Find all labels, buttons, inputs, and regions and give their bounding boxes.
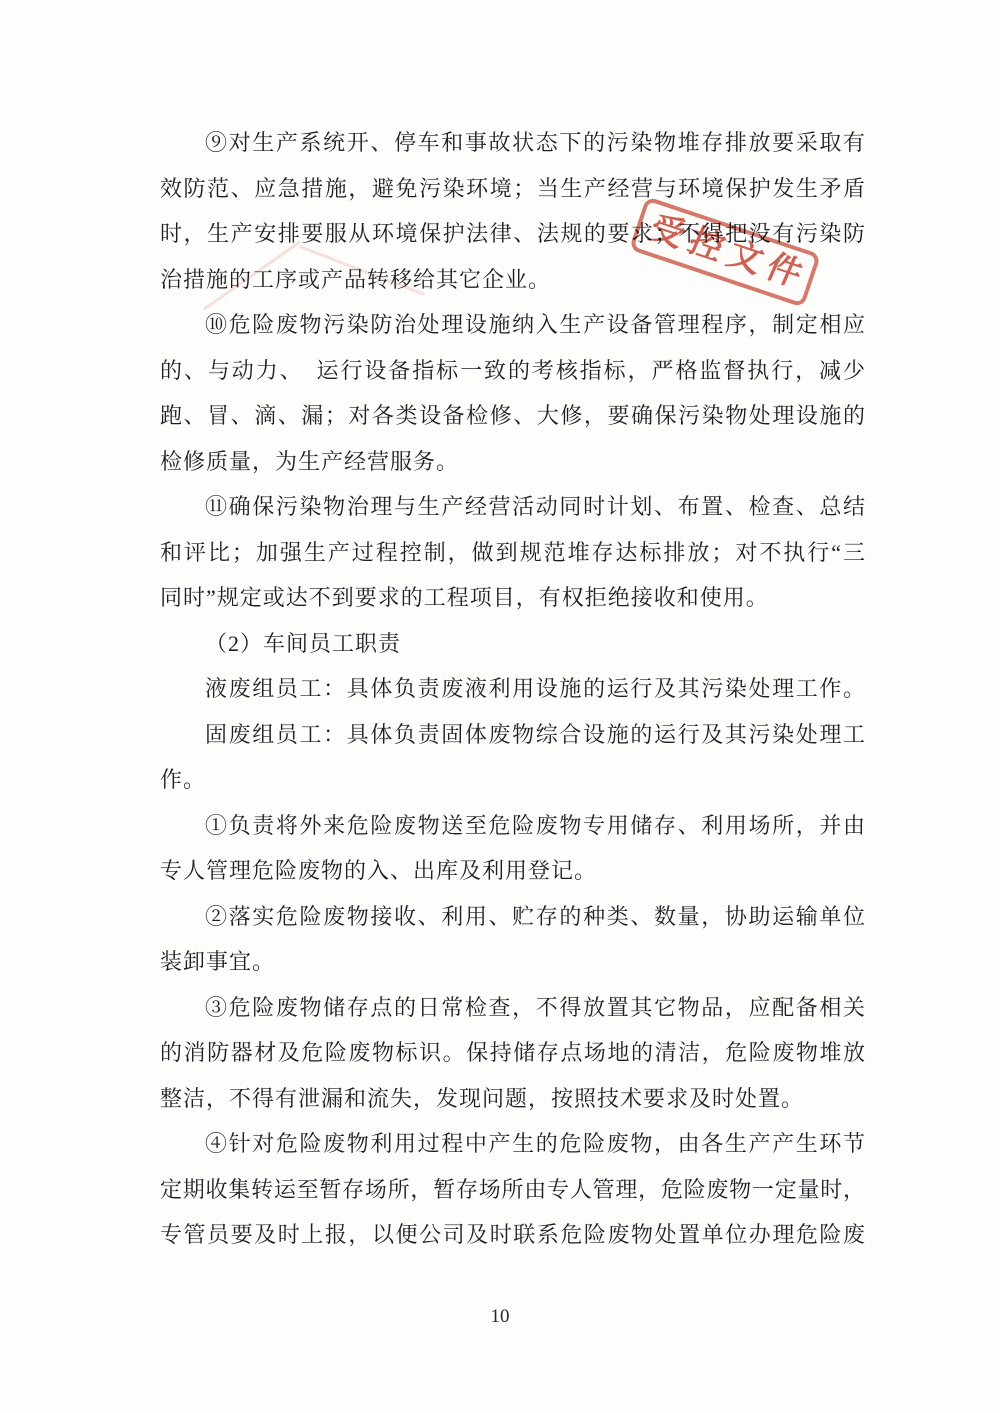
text-line: 固废组员工：具体负责固体废物综合设施的运行及其污染处理工 <box>205 721 865 747</box>
text-line: （2）车间员工职责 <box>205 630 402 656</box>
text-line: ③危险废物储存点的日常检查，不得放置其它物品，应配备相关 <box>205 994 865 1020</box>
text-line: 的、与动力、 运行设备指标一致的考核指标，严格监督执行，减少 <box>160 357 865 383</box>
text-line: 治措施的工序或产品转移给其它企业。 <box>160 266 552 292</box>
text-line: 专人管理危险废物的入、出库及利用登记。 <box>160 858 598 883</box>
text-line: 效防范、应急措施，避免污染环境；当生产经营与环境保护发生矛盾 <box>160 175 865 201</box>
text-line: 同时”规定或达不到要求的工程项目，有权拒绝接收和使用。 <box>160 585 769 610</box>
text-line: 装卸事宜。 <box>160 949 276 974</box>
text-line: ①负责将外来危险废物送至危险废物专用储存、利用场所，并由 <box>205 812 865 838</box>
text-line: 和评比；加强生产过程控制，做到规范堆存达标排放；对不执行“三 <box>160 539 865 565</box>
text-line: ④针对危险废物利用过程中产生的危险废物，由各生产产生环节 <box>205 1131 865 1156</box>
text-line: 液废组员工：具体负责废液利用设施的运行及其污染处理工作。 <box>205 676 865 701</box>
text-line: 定期收集转运至暂存场所，暂存场所由专人管理，危险废物一定量时， <box>160 1176 865 1202</box>
text-line: 作。 <box>160 767 207 792</box>
text-line: ②落实危险废物接收、利用、贮存的种类、数量，协助运输单位 <box>205 903 865 929</box>
text-line: ⑪确保污染物治理与生产经营活动同时计划、布置、检查、总结 <box>205 494 865 519</box>
text-line: 时，生产安排要服从环境保护法律、法规的要求；不得把没有污染防 <box>160 221 865 246</box>
text-line: 整洁，不得有泄漏和流失，发现问题，按照技术要求及时处置。 <box>160 1085 805 1111</box>
text-line: 检修质量，为生产经营服务。 <box>160 448 460 474</box>
text-line: ⑨对生产系统开、停车和事故状态下的污染物堆存排放要采取有 <box>205 130 865 155</box>
text-line: ⑩危险废物污染防治处理设施纳入生产设备管理程序，制定相应 <box>205 312 865 337</box>
text-line: 的消防器材及危险废物标识。保持储存点场地的清洁，危险废物堆放 <box>160 1040 865 1065</box>
stamp-text: 受控文件 <box>643 209 814 296</box>
text-line: 跑、冒、滴、漏；对各类设备检修、大修，要确保污染物处理设施的 <box>160 403 865 428</box>
page-number: 10 <box>490 1306 510 1327</box>
text-line: 专管员要及时上报，以便公司及时联系危险废物处置单位办理危险废 <box>160 1222 865 1247</box>
